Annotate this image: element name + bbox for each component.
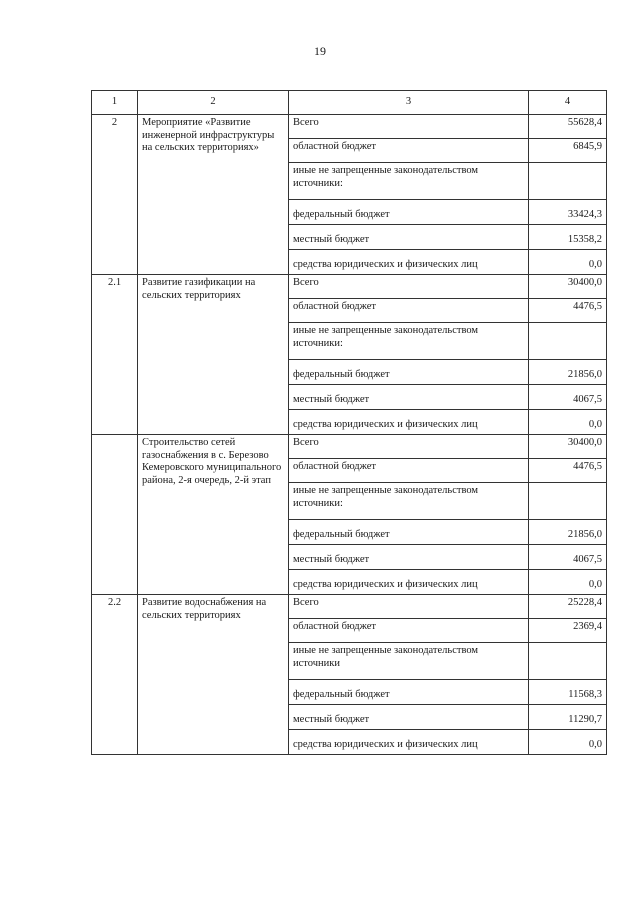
header-cell: 2 [138,91,289,115]
table-row [92,435,607,459]
source-value: 33424,3 [529,200,607,225]
header-cell: 1 [92,91,138,115]
source-label: федеральный бюджет [289,520,529,545]
header-cell: 4 [529,91,607,115]
source-label: Всего [289,275,529,299]
source-value: 4476,5 [529,299,607,323]
source-value: 11568,3 [529,680,607,705]
source-value: 11290,7 [529,705,607,730]
source-value: 2369,4 [529,619,607,643]
financing-table [91,90,607,755]
page-number: 19 [314,44,326,58]
source-label: федеральный бюджет [289,200,529,225]
source-label: местный бюджет [289,705,529,730]
source-value: 21856,0 [529,520,607,545]
section-name: Развитие водоснабжения на сельских территориях [138,595,289,755]
source-label: иные не запрещенные законодательством источники: [289,483,529,520]
source-label: местный бюджет [289,225,529,250]
source-label: областной бюджет [289,619,529,643]
source-label: местный бюджет [289,545,529,570]
source-value: 6845,9 [529,139,607,163]
section-name: Мероприятие «Развитие инженерной инфраструктуры на сельских территориях» [138,115,289,275]
source-label: Всего [289,115,529,139]
section-name: Строительство сетей газоснабжения в с. Березово Кемеровского муниципального района, 2-я очередь, 2-й этап [138,435,289,595]
source-value: 30400,0 [529,435,607,459]
source-label: Всего [289,435,529,459]
source-label: областной бюджет [289,299,529,323]
table-row [92,275,607,299]
source-value: 21856,0 [529,360,607,385]
source-value: 25228,4 [529,595,607,619]
source-value: 4067,5 [529,545,607,570]
source-value: 0,0 [529,410,607,435]
source-label: средства юридических и физических лиц [289,570,529,595]
section-number: 2 [92,115,138,275]
source-label: иные не запрещенные законодательством источники: [289,163,529,200]
source-label: областной бюджет [289,459,529,483]
section-name: Развитие газификации на сельских территориях [138,275,289,435]
source-label: средства юридических и физических лиц [289,250,529,275]
section-number [92,435,138,595]
section-number: 2.1 [92,275,138,435]
source-label: местный бюджет [289,385,529,410]
source-label: иные не запрещенные законодательством источники [289,643,529,680]
source-value: 0,0 [529,730,607,755]
source-value: 55628,4 [529,115,607,139]
source-label: федеральный бюджет [289,680,529,705]
source-value: 4476,5 [529,459,607,483]
source-value [529,163,607,200]
table-row [92,595,607,619]
source-value [529,643,607,680]
section-number: 2.2 [92,595,138,755]
source-label: средства юридических и физических лиц [289,730,529,755]
source-label: иные не запрещенные законодательством источники: [289,323,529,360]
source-label: федеральный бюджет [289,360,529,385]
source-label: средства юридических и физических лиц [289,410,529,435]
source-value: 4067,5 [529,385,607,410]
source-value [529,483,607,520]
source-label: Всего [289,595,529,619]
source-label: областной бюджет [289,139,529,163]
header-cell: 3 [289,91,529,115]
source-value: 30400,0 [529,275,607,299]
table-row [92,115,607,139]
table-header-row [92,91,607,115]
source-value: 0,0 [529,250,607,275]
source-value: 0,0 [529,570,607,595]
source-value: 15358,2 [529,225,607,250]
source-value [529,323,607,360]
